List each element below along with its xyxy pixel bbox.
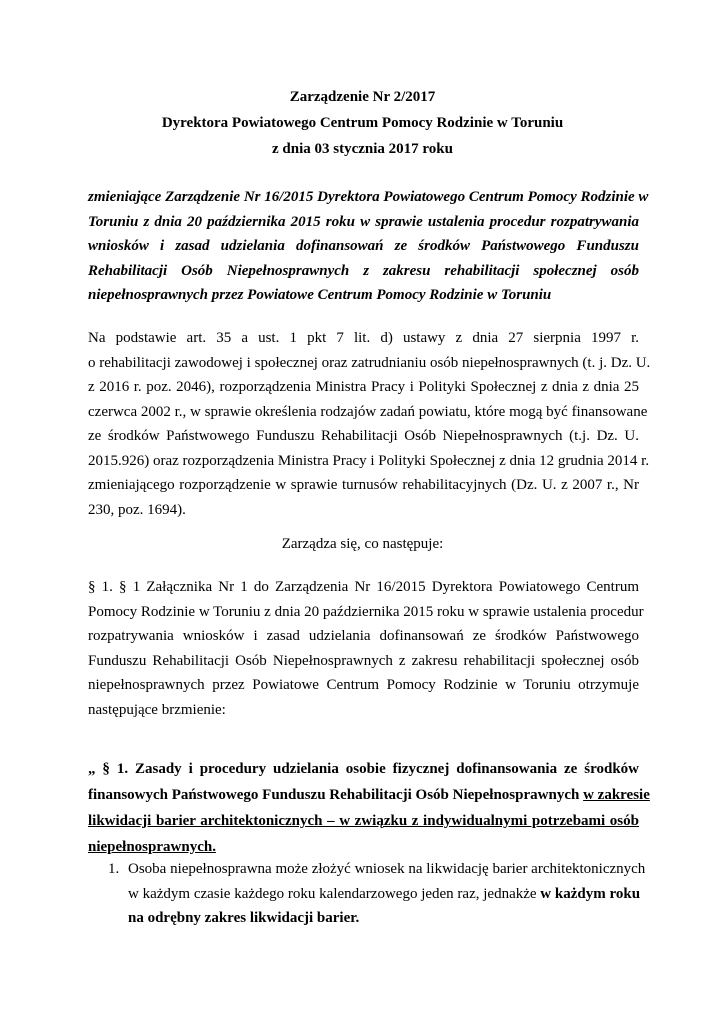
quoted-heading-underlined: w zakresie (583, 787, 650, 803)
basis-line: zmieniającego rozporządzenie w sprawie turnusów rehabilitacyjnych (Dz. U. z 2007 r., Nr (88, 477, 639, 493)
section-1-line: niepełnosprawnych przez Powiatowe Centrum Pomocy Rodzinie w Toruniu otrzymuje (88, 677, 639, 693)
section-1-line: Pomocy Rodzinie w Toruniu z dnia 20 października 2015 roku w sprawie ustalenia procedur (88, 603, 644, 620)
basis-line: 2015.926) oraz rozporządzenia Ministra Pracy i Polityki Społecznej z dnia 12 grudnia 2014 r. (88, 452, 650, 469)
quoted-heading-line: niepełnosprawnych. (88, 839, 216, 855)
ordering-clause: Zarządza się, co następuje: (281, 536, 444, 552)
basis-line: Na podstawie art. 35 a ust. 1 pkt 7 lit. d) ustawy z dnia 27 sierpnia 1997 r. (88, 330, 639, 346)
list-item-line: Osoba niepełnosprawna może złożyć wniosek na likwidację barier architektonicznych (128, 861, 646, 877)
section-1-line: rozpatrywania wniosków i zasad udzielania dofinansowań ze środków Państwowego (88, 628, 639, 644)
subject-paragraph (88, 185, 649, 308)
list-item-line (128, 882, 639, 907)
subject-line: wniosków i zasad udzielania dofinansowań ze środków Państwowego Funduszu (88, 238, 639, 254)
list-item (128, 857, 646, 931)
list-item-number: 1. (108, 861, 120, 877)
document-title: Zarządzenie Nr 2/2017 (289, 89, 436, 105)
list-item-emphasis: w każdym roku (540, 885, 641, 902)
quoted-heading-line (88, 782, 650, 808)
basis-line: o rehabilitacji zawodowej i społecznej oraz zatrudnianiu osób niepełnosprawnych (t. j. Dz. U. (88, 354, 651, 371)
section-1-line: § 1. § 1 Załącznika Nr 1 do Zarządzenia Nr 16/2015 Dyrektora Powiatowego Centrum (88, 579, 639, 595)
quoted-heading-line: „ § 1. Zasady i procedury udzielania osobie fizycznej dofinansowania ze środków (88, 761, 639, 777)
section-1-line: następujące brzmienie: (88, 701, 226, 718)
subject-line: niepełnosprawnych przez Powiatowe Centrum Pomocy Rodzinie w Toruniu (88, 287, 552, 303)
basis-line: czerwca 2002 r., w sprawie określenia rodzajów zadań powiatu, które mogą być finansowane (88, 403, 648, 420)
list-item-text: w każdym czasie każdego roku kalendarzowego jeden raz, jednakże (128, 885, 541, 902)
quoted-section-heading (88, 756, 650, 860)
basis-line: z 2016 r. poz. 2046), rozporządzenia Ministra Pracy i Polityki Społecznej z dnia z dnia 25 (88, 379, 639, 395)
quoted-heading-line: likwidacji barier architektonicznych – w związku z indywidualnymi potrzebami osób (88, 813, 639, 829)
quoted-heading-text: finansowych Państwowego Funduszu Rehabilitacji Osób Niepełnosprawnych (88, 787, 584, 803)
document-issuer: Dyrektora Powiatowego Centrum Pomocy Rodzinie w Toruniu (161, 115, 564, 131)
basis-line: 230, poz. 1694). (88, 501, 186, 518)
section-1-line: Funduszu Rehabilitacji Osób Niepełnosprawnych z zakresu rehabilitacji społecznej osób (88, 652, 639, 669)
basis-line: ze środków Państwowego Funduszu Rehabilitacji Osób Niepełnosprawnych (t.j. Dz. U. (88, 428, 639, 444)
document-date: z dnia 03 stycznia 2017 roku (272, 141, 453, 157)
subject-line: Rehabilitacji Osób Niepełnosprawnych z zakresu rehabilitacji społecznej osób (88, 262, 639, 279)
subject-line: Toruniu z dnia 20 października 2015 roku w sprawie ustalenia procedur rozpatrywania (88, 213, 639, 230)
section-1-paragraph (88, 575, 644, 722)
legal-basis-paragraph (88, 326, 651, 522)
subject-line: zmieniające Zarządzenie Nr 16/2015 Dyrektora Powiatowego Centrum Pomocy Rodzinie w (88, 189, 649, 205)
list-item-line: na odrębny zakres likwidacji barier. (128, 910, 360, 926)
